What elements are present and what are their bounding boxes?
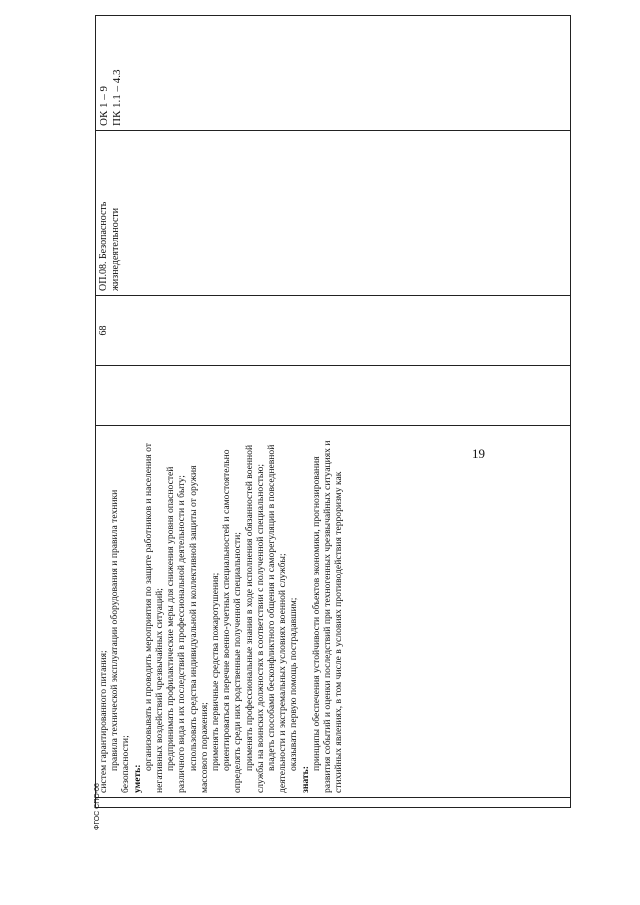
competencies-cell <box>96 16 571 131</box>
hours-value: 68 <box>98 325 109 336</box>
top-line-0: систем гарантированного питания; <box>98 650 109 793</box>
umet-item-5: применять профессиональные знания в ходе исполнения обязанностей военной службы на воинских должностях в соответствии с полученной специальностью; <box>243 444 266 793</box>
table-inner <box>95 16 571 808</box>
umet-item-6: владеть способами бесконфликтного общения и саморегуляции в повседневной деятельности и экстремальных условиях военной службы; <box>266 444 289 793</box>
umet-item-4: ориентироваться в перечне военно-учетных специальностей и самостоятельно определять среди них родственные полученной специальности; <box>221 449 244 793</box>
znat-label: знать: <box>299 766 311 793</box>
index-cell <box>96 798 571 808</box>
competencies-pk: ПК 1.1 – 4.3 <box>111 69 123 126</box>
znat-item-0: принципы обеспечения устойчивости объектов экономики, прогнозирования развития событий и оценки последствий при техногенных чрезвычайных ситуациях и стихийных явлениях, в том числе в условиях противодействия терроризму как <box>310 440 345 793</box>
table-row <box>96 16 571 808</box>
umet-item-0: организовывать и проводить мероприятия по защите работников и населения от негативных воздействий чрезвычайных ситуаций; <box>142 443 166 793</box>
umet-item-7: оказывать первую помощь пострадавшим; <box>288 597 300 771</box>
curriculum-table <box>95 15 571 808</box>
empty-cell <box>96 366 571 426</box>
discipline-cell <box>96 131 571 296</box>
discipline-name: ОП.08. Безопасность жизнедеятельности <box>98 201 121 291</box>
top-line-1: правила технической эксплуатации оборудования и правила техники безопасности; <box>109 489 132 793</box>
umet-item-1: предпринимать профилактические меры для снижения уровня опасностей различного вида и их последствий в профессиональной деятельности и быту; <box>165 466 188 793</box>
footer-label: ФГОС СПО-06 <box>94 783 101 830</box>
table-rotated-block <box>95 16 571 808</box>
umet-label: уметь: <box>131 764 143 793</box>
hours-cell <box>96 296 571 366</box>
page-number: 19 <box>472 446 485 461</box>
umet-item-2: использовать средства индивидуальной и коллективной защиты от оружия массового поражения; <box>187 465 210 793</box>
umet-item-3: применять первичные средства пожаротушения; <box>210 572 222 771</box>
competencies-ok: ОК 1 – 9 <box>98 85 110 126</box>
content-cell <box>96 426 571 798</box>
